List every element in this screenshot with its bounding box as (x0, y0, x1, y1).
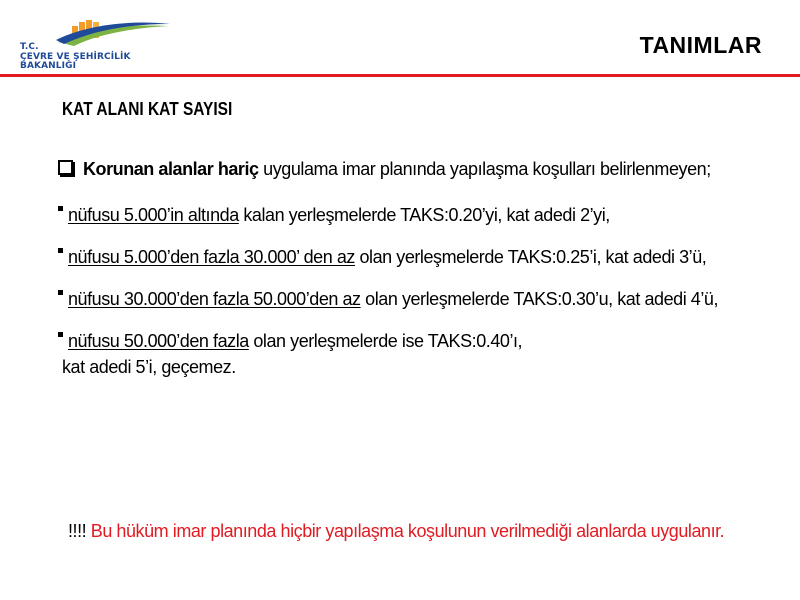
content-body (58, 156, 742, 396)
bullet-continuation: kat adedi 5’i, geçemez. (62, 357, 236, 377)
list-item (58, 244, 742, 270)
square-bullet-icon (58, 290, 63, 295)
checkbox-bullet-icon (58, 160, 73, 175)
header-divider (0, 74, 800, 77)
logo-line-2: ÇEVRE VE ŞEHİRCİLİK (20, 51, 131, 62)
logo-line-3: BAKANLIĞI (20, 61, 77, 71)
list-item (58, 202, 742, 228)
list-item (58, 286, 742, 312)
square-bullet-icon (58, 332, 63, 337)
section-heading: KAT ALANI KAT SAYISI (62, 99, 233, 119)
square-bullet-icon (58, 206, 63, 211)
bullet-underlined: nüfusu 50.000’den fazla (68, 331, 249, 351)
list-item (58, 328, 742, 380)
square-bullet-icon (58, 248, 63, 253)
bullet-underlined: nüfusu 5.000’in altında (68, 205, 239, 225)
intro-text: uygulama imar planında yapılaşma koşulları belirlenmeyen; (258, 159, 711, 179)
logo-line-1: T.C. (20, 42, 39, 52)
bullet-text: olan yerleşmelerde TAKS:0.30’u, kat adedi 4’ü, (360, 289, 719, 309)
bullet-text: olan yerleşmelerde TAKS:0.25’i, kat adedi 3’ü, (354, 247, 707, 267)
ministry-logo (18, 16, 178, 76)
page-title: TANIMLAR (639, 32, 762, 58)
note-text: Bu hüküm imar planında hiçbir yapılaşma koşulunun verilmediği alanlarda uygulanır. (86, 521, 725, 541)
ministry-logo-text (20, 43, 131, 72)
warning-note (68, 518, 740, 544)
intro-paragraph (58, 156, 742, 182)
bullet-text: kalan yerleşmelerde TAKS:0.20’yi, kat adedi 2’yi, (238, 205, 610, 225)
note-prefix: !!!! (68, 521, 87, 541)
bullet-text: olan yerleşmelerde ise TAKS:0.40’ı, (248, 331, 523, 351)
intro-bold: Korunan alanlar hariç (83, 159, 259, 179)
bullet-underlined: nüfusu 5.000’den fazla 30.000’ den az (68, 247, 355, 267)
bullet-underlined: nüfusu 30.000’den fazla 50.000’den az (68, 289, 361, 309)
